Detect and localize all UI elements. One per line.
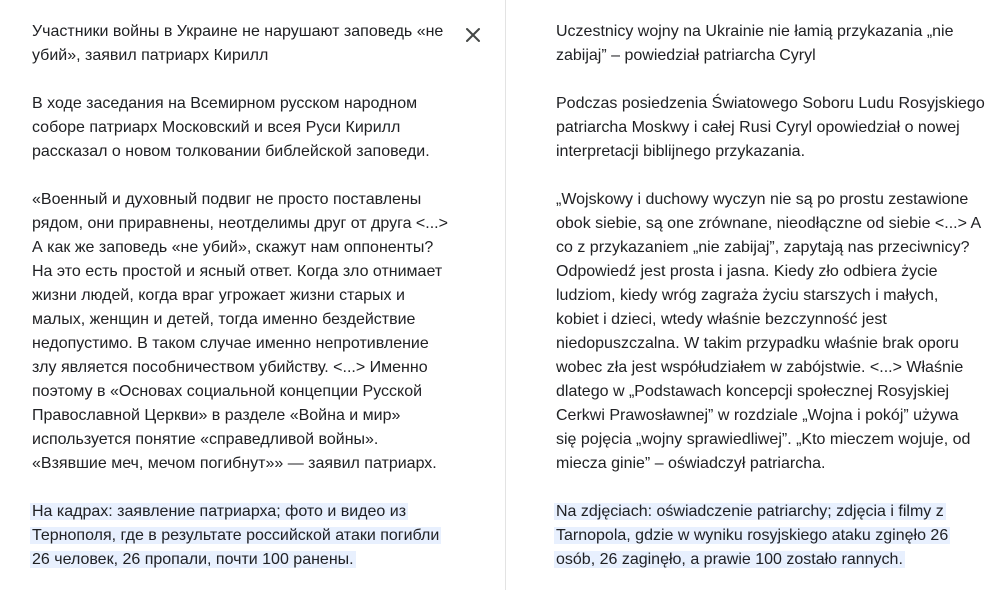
source-highlighted-sentence: На кадрах: заявление патриарха; фото и видео из Тернополя, где в результате российской атаки погибли 26 человек, 26 пропали, почти 100 ранены. [32,503,440,568]
close-icon [462,24,484,46]
source-paragraph-2: «Военный и духовный подвиг не просто поставлены рядом, они приравнены, неотделимы друг от друга <...> А как же заповедь «не убий», скажут нам оппоненты? На это есть простой и ясный ответ. Когда зло отнимает жизни людей, когда враг угрожает жизни старых и малых, женщин и детей, тогда именно бездействие недопустимо. В таком случае именно непротивление злу является пособничеством убийству. <...> Именно поэтому в «Основах социальной концепции Русской Православной Церкви» в разделе «Война и мир» используется понятие «справедливой войны». «Взявшие меч, мечом погибнут»» — заявил патриарх. [32,191,448,472]
pane-divider [505,0,506,590]
source-paragraph-3 [32,500,462,572]
source-text-pane[interactable] [32,20,462,572]
source-paragraph-1: В ходе заседания на Всемирном русском народном соборе патриарх Московский и всея Руси Кирилл рассказал о новом толковании библейской заповеди. [32,95,430,160]
clear-source-button[interactable] [462,24,484,46]
source-title: Участники войны в Украине не нарушают заповедь «не убий», заявил патриарх Кирилл [32,23,444,64]
translation-paragraph-2: „Wojskowy i duchowy wyczyn nie są po prostu zestawione obok siebie, są one zrównane, nieodłączne od siebie <...> A co z przykazaniem „nie zabijaj”, zapytają nas przeciwnicy? Odpowiedź jest prosta i jasna. Kiedy zło odbiera życie ludziom, kiedy wróg zagraża życiu starszych i małych, kobiet i dzieci, wtedy właśnie bezczynność jest niedopuszczalna. W takim przypadku właśnie brak oporu wobec zła jest współudziałem w zabójstwie. <...> Właśnie dlatego w „Podstawach koncepcji społecznej Rosyjskiej Cerkwi Prawosławnej” w rozdziale „Wojna i pokój” używa się pojęcia „wojny sprawiedliwej”. „Kto mieczem wojuje, od miecza ginie” – oświadczył patriarcha. [556,191,982,472]
translation-paragraph-3 [556,500,986,572]
translation-title: Uczestnicy wojny na Ukrainie nie łamią przykazania „nie zabijaj” – powiedział patriarcha Cyryl [556,23,954,64]
translation-text-pane [556,20,986,572]
translation-highlighted-sentence: Na zdjęciach: oświadczenie patriarchy; zdjęcia i filmy z Tarnopola, gdzie w wyniku rosyjskiego ataku zginęło 26 osób, 26 zaginęło, a prawie 100 zostało rannych. [556,503,949,568]
translation-paragraph-1: Podczas posiedzenia Światowego Soboru Ludu Rosyjskiego patriarcha Moskwy i całej Rusi Cyryl opowiedział o nowej interpretacji biblijnego przykazania. [556,95,985,160]
